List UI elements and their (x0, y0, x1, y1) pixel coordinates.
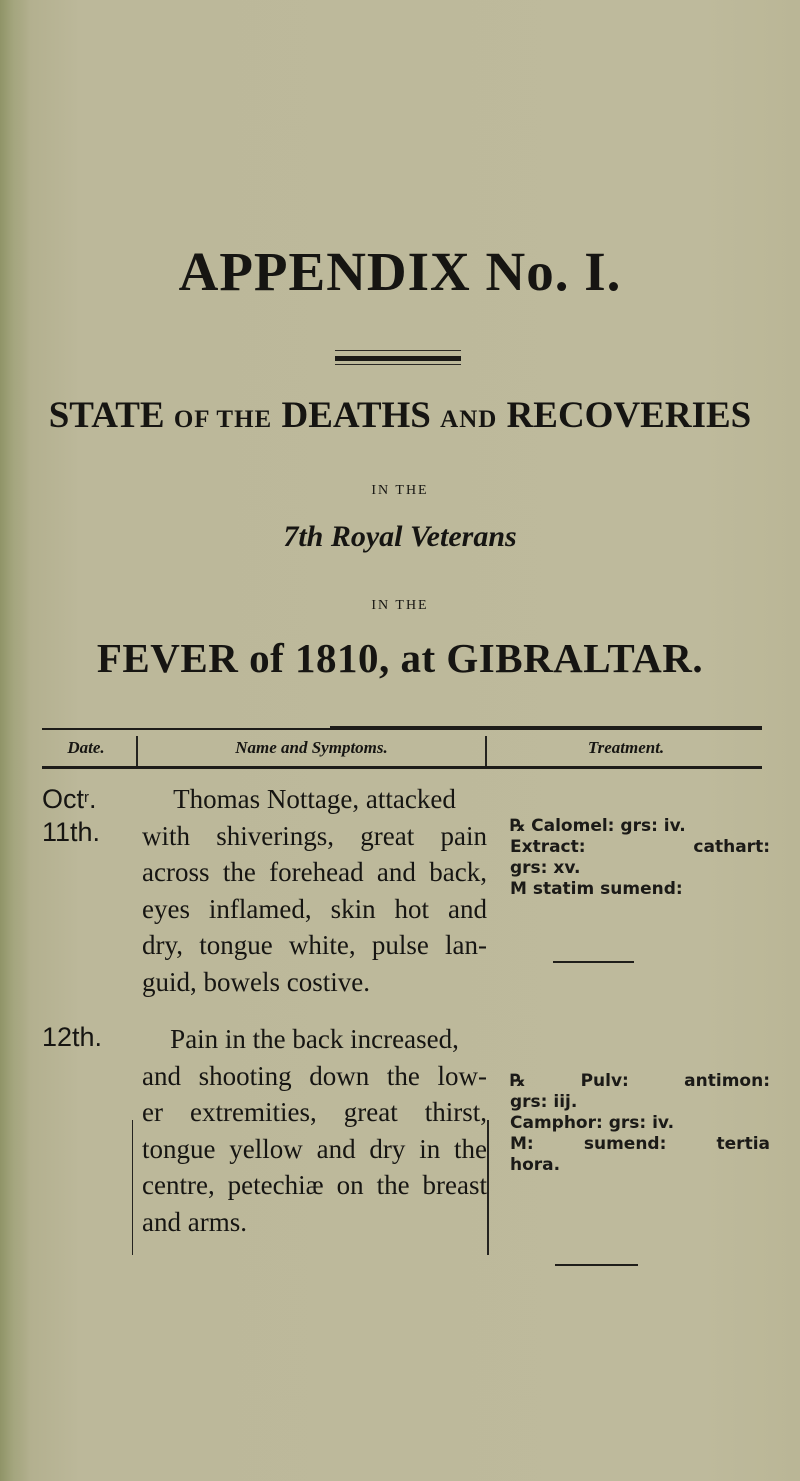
symptom-line: with shiverings, great pain (142, 820, 487, 851)
symptom-line: er extremities, great thirst, (142, 1097, 487, 1127)
in-the-line-2: IN THE (371, 598, 429, 613)
row-1-day: 11th. (42, 817, 101, 847)
symptom-line: Pain in the back increased, (170, 1024, 459, 1054)
row-2-treatment (510, 1071, 770, 1176)
column-header-name: Name and Symptoms. (235, 738, 388, 757)
treatment-line: Extract: cathart: (510, 837, 770, 857)
symptom-line: centre, petechiæ on the breast (142, 1170, 487, 1200)
row-1-month: Oct$^r$. (42, 784, 97, 814)
treatment-line: grs: xv. (510, 858, 581, 878)
treatment-line: M statim sumend: (510, 879, 683, 899)
row-2-right-divider (487, 1120, 489, 1255)
header-divider-2 (485, 736, 487, 766)
treatment-line: grs: iij. (510, 1092, 578, 1112)
symptom-line: Thomas Nottage, attacked (173, 784, 456, 814)
treatment-separator-1 (553, 961, 634, 963)
header-bottom-rule (42, 766, 762, 769)
column-header-treatment: Treatment. (587, 738, 665, 757)
appendix-title: APPENDIX No. I. (178, 241, 622, 302)
symptom-line: tongue yellow and dry in the (142, 1133, 487, 1164)
symptom-line: and shooting down the low- (142, 1060, 487, 1091)
table-top-rule-thick (330, 726, 762, 728)
state-line (0, 394, 800, 437)
symptom-line: eyes inflamed, skin hot and (142, 893, 487, 924)
deaths-word: DEATHS (281, 395, 431, 436)
symptom-line: across the forehead and back, (142, 857, 487, 887)
treatment-line: Camphor: grs: iv. (510, 1113, 675, 1133)
treatment-line: M: sumend: tertia (510, 1134, 770, 1154)
state-word: STATE (48, 395, 165, 436)
treatment-line: ℞ Calomel: grs: iv. (510, 816, 686, 836)
treatment-line: hora. (510, 1155, 561, 1175)
row-1-treatment (510, 816, 770, 900)
symptom-line: and arms. (142, 1206, 247, 1237)
row-2-date: 12th. (42, 1022, 103, 1052)
in-the-line-1: IN THE (371, 483, 429, 498)
of-the-word: OF THE (173, 406, 273, 433)
row-1-symptoms (142, 781, 487, 1000)
page-binding-shadow (0, 0, 30, 1481)
recoveries-word: RECOVERIES (506, 395, 752, 436)
regiment-name: 7th Royal Veterans (283, 520, 517, 553)
and-word: AND (440, 406, 498, 433)
header-divider-1 (136, 736, 138, 766)
treatment-separator-2 (555, 1264, 638, 1266)
fever-title: FEVER of 1810, at GIBRALTAR. (96, 635, 704, 681)
title-rule-top (335, 350, 461, 351)
column-header-date: Date. (67, 738, 105, 757)
symptom-line: dry, tongue white, pulse lan- (142, 930, 487, 960)
title-rule-thick (335, 356, 461, 361)
symptom-line: guid, bowels costive. (142, 966, 370, 997)
treatment-line: ℞ Pulv: antimon: (510, 1071, 770, 1091)
row-2-left-divider (132, 1120, 133, 1255)
table-top-rule (42, 728, 762, 730)
title-rule-bottom (335, 364, 461, 365)
row-2-symptoms (142, 1021, 487, 1240)
row-1-date (42, 783, 132, 849)
